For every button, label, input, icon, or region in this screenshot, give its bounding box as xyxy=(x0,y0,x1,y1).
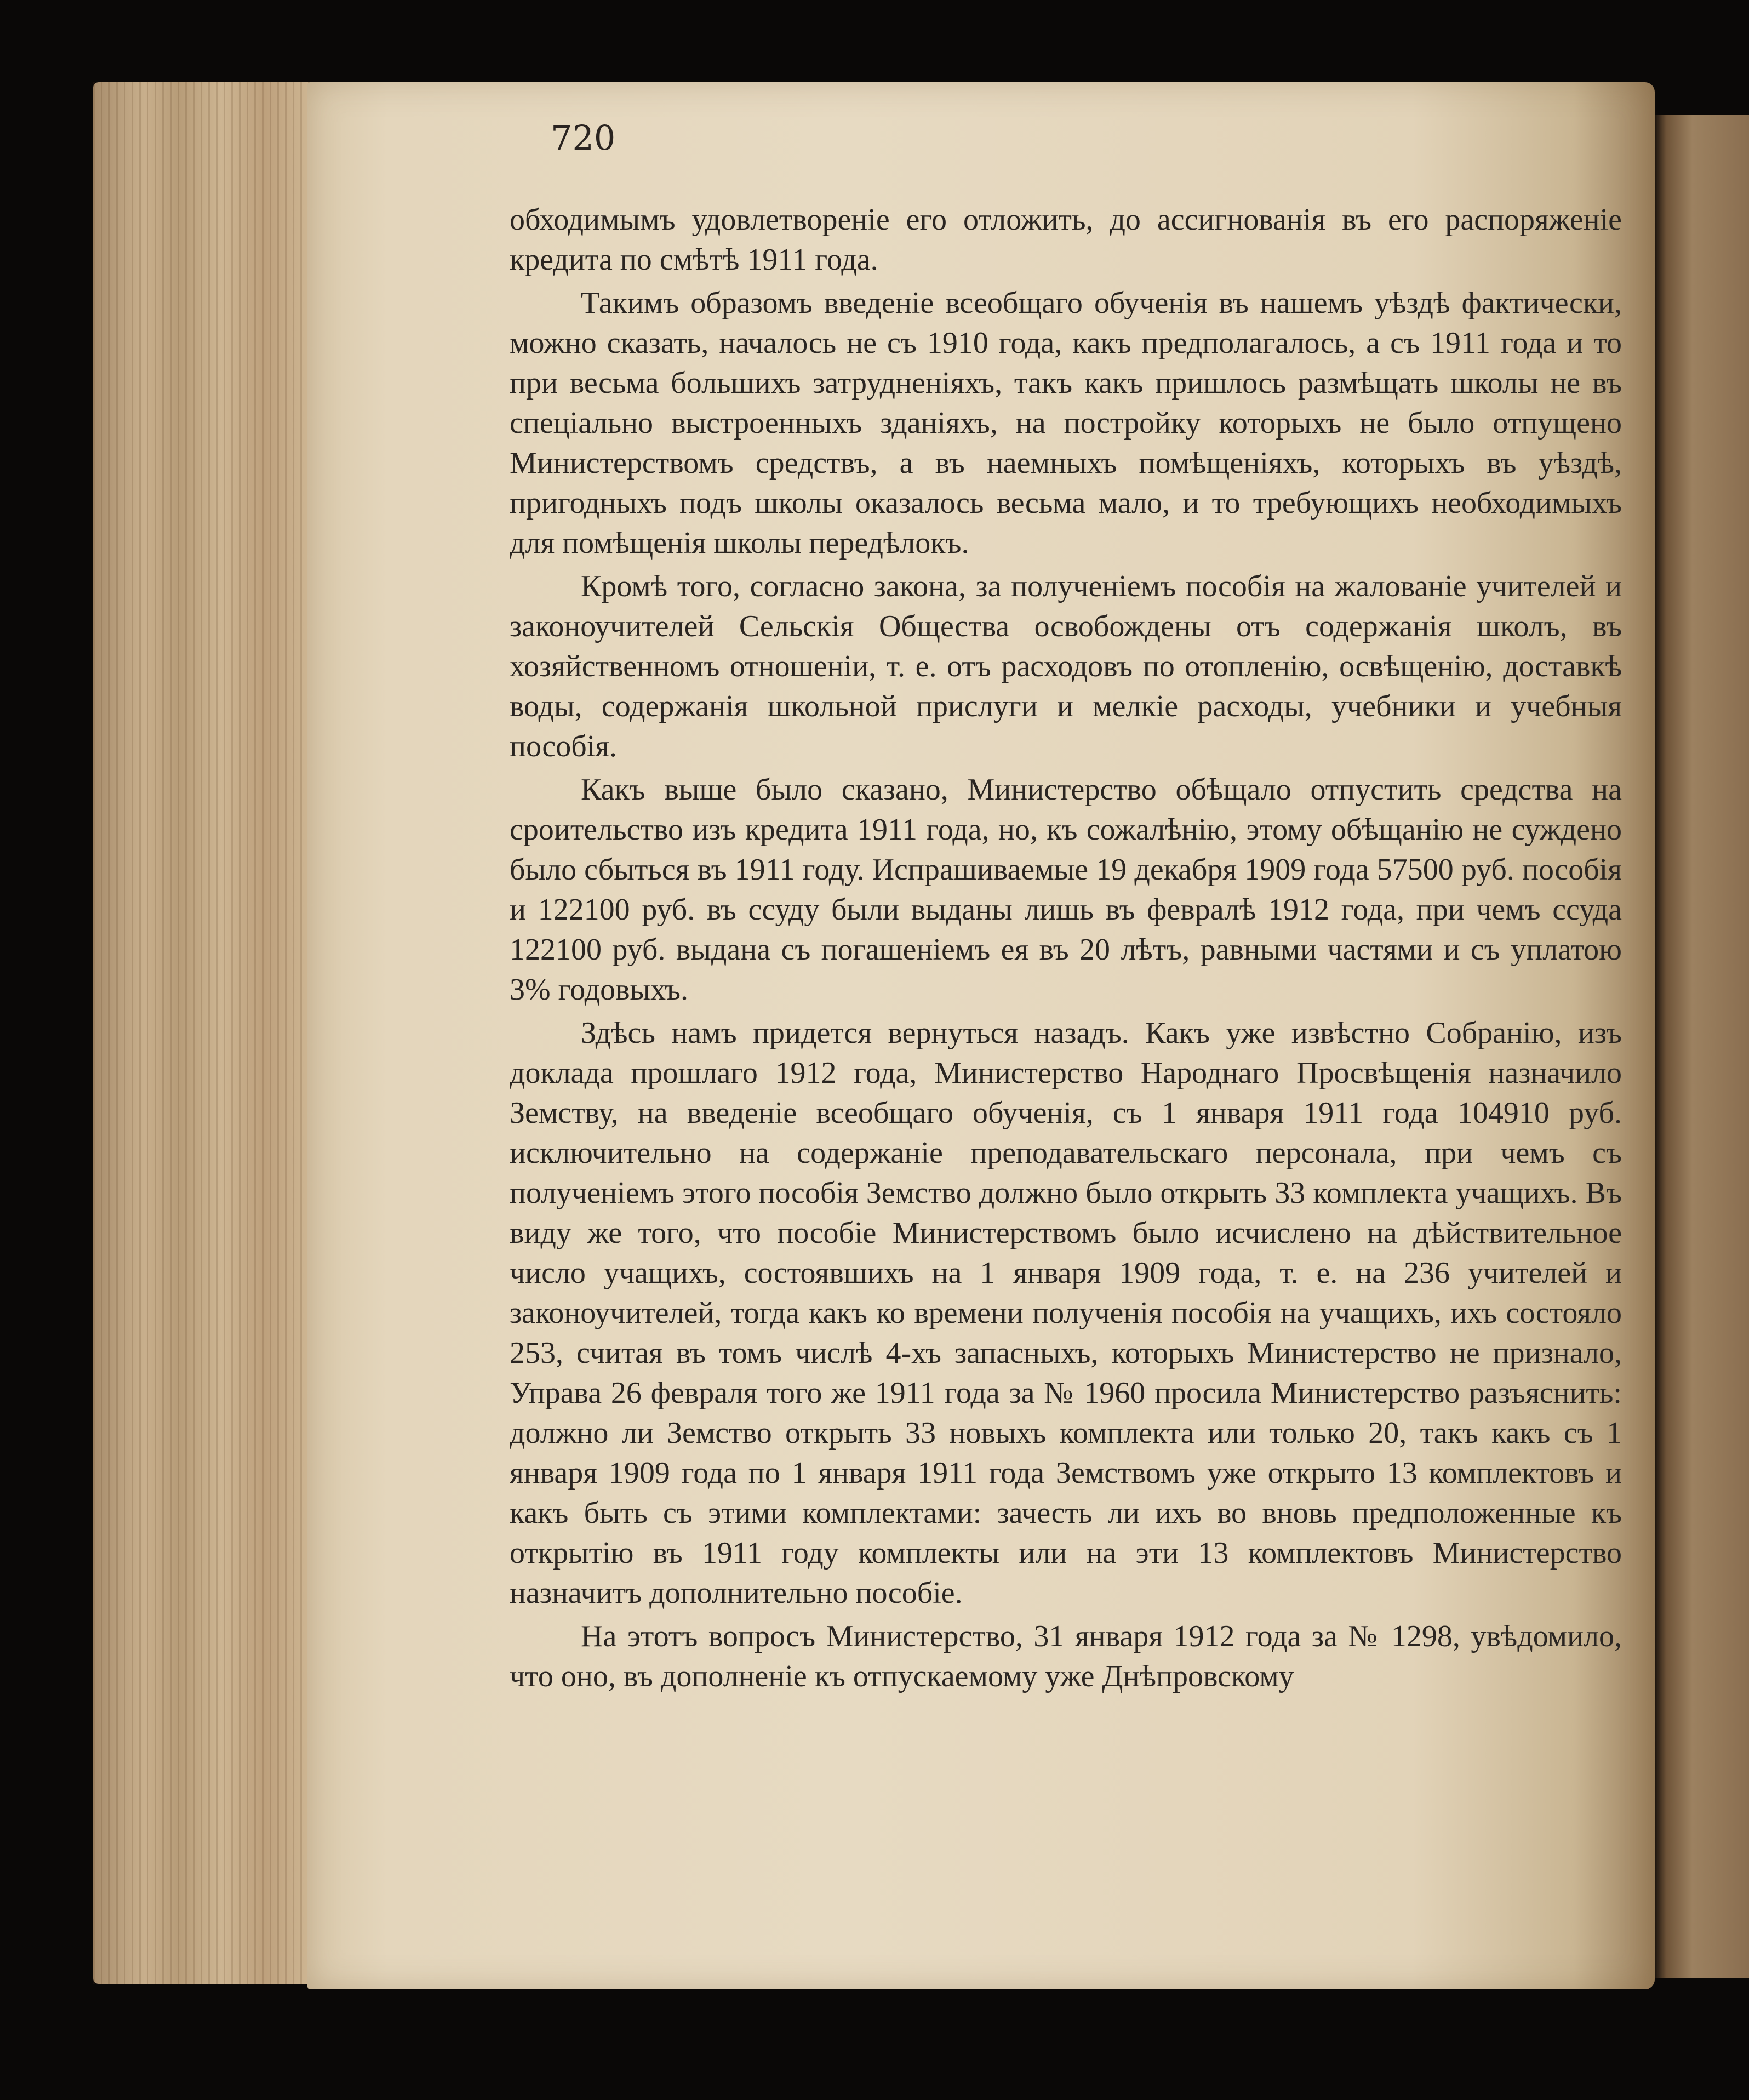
page-number: 720 xyxy=(551,118,616,158)
paragraph-6: На этотъ вопросъ Министерство, 31 января 1912 года за № 1298, увѣдомило, что оно, въ дополненіе къ отпускаемому уже Днѣпровскому xyxy=(510,1619,1622,1693)
paragraph-4: Какъ выше было сказано, Министерство обѣщало отпустить средства на сроительство изъ кредита 1911 года, но, къ сожалѣнію, этому обѣщанію не суждено было сбыться въ 1911 году. Испрашиваемые 19 декабря 1909 года 57500 руб. пособія и 122100 руб. въ ссуду были выданы лишь въ февралѣ 1912 года, при чемъ ссуда 122100 руб. выдана съ погашеніемъ ея въ 20 лѣтъ, равными частями и съ уплатою 3% годовыхъ. xyxy=(510,773,1622,1007)
page-text xyxy=(510,200,1622,1697)
paragraph-1: обходимымъ удовлетвореніе его отложить, до ассигнованія въ его распоряженіе кредита по смѣтѣ 1911 года. xyxy=(510,203,1622,277)
paragraph-3: Кромѣ того, согласно закона, за полученіемъ пособія на жалованіе учителей и законоучителей Сельскія Общества освобождены отъ содержанія школъ, въ хозяйственномъ отношеніи, т. е. отъ расходовъ по отопленію, освѣщенію, доставкѣ воды, содержанія школьной прислуги и мелкіе расходы, учебники и учебныя пособія. xyxy=(510,569,1622,763)
adjacent-page xyxy=(1655,115,1749,1978)
paragraph-2: Такимъ образомъ введеніе всеобщаго обученія въ нашемъ уѣздѣ фактически, можно сказать, началось не съ 1910 года, какъ предполагалось, а съ 1911 года и то при весьма большихъ затрудненіяхъ, такъ какъ пришлось размѣщать школы не въ спеціально выстроенныхъ зданіяхъ, на постройку которыхъ не было отпущено Министерствомъ средствъ, а въ наемныхъ помѣщеніяхъ, которыхъ въ уѣздѣ, пригодныхъ подъ школы оказалось весьма мало, и то требующихъ необходимыхъ для помѣщенія школы передѣлокъ. xyxy=(510,286,1622,560)
paragraph-5: Здѣсь намъ придется вернуться назадъ. Какъ уже извѣстно Собранію, изъ доклада прошлаго 1912 года, Министерство Народнаго Просвѣщенія назначило Земству, на введеніе всеобщаго обученія, съ 1 января 1911 года 104910 руб. исключительно на содержаніе преподавательскаго персонала, при чемъ съ полученіемъ этого пособія Земство должно было открыть 33 комплекта учащихъ. Въ виду же того, что пособіе Министерствомъ было исчислено на дѣйствительное число учащихъ, состоявшихъ на 1 января 1909 года, т. е. на 236 учителей и законоучителей, тогда какъ ко времени полученія пособія на учащихъ, ихъ состояло 253, считая въ томъ числѣ 4-хъ запасныхъ, которыхъ Министерство не признало, Управа 26 февраля того же 1911 года за № 1960 просила Министерство разъяснить: должно ли Земство открыть 33 новыхъ комплекта или только 20, такъ какъ съ 1 января 1909 года по 1 января 1911 года Земствомъ уже открыто 13 комплектовъ и какъ быть съ этими комплектами: зачесть ли ихъ во вновь предположенные къ открытію въ 1911 году комплекты или на эти 13 комплектовъ Министерство назначитъ дополнительно пособіе. xyxy=(510,1016,1622,1610)
